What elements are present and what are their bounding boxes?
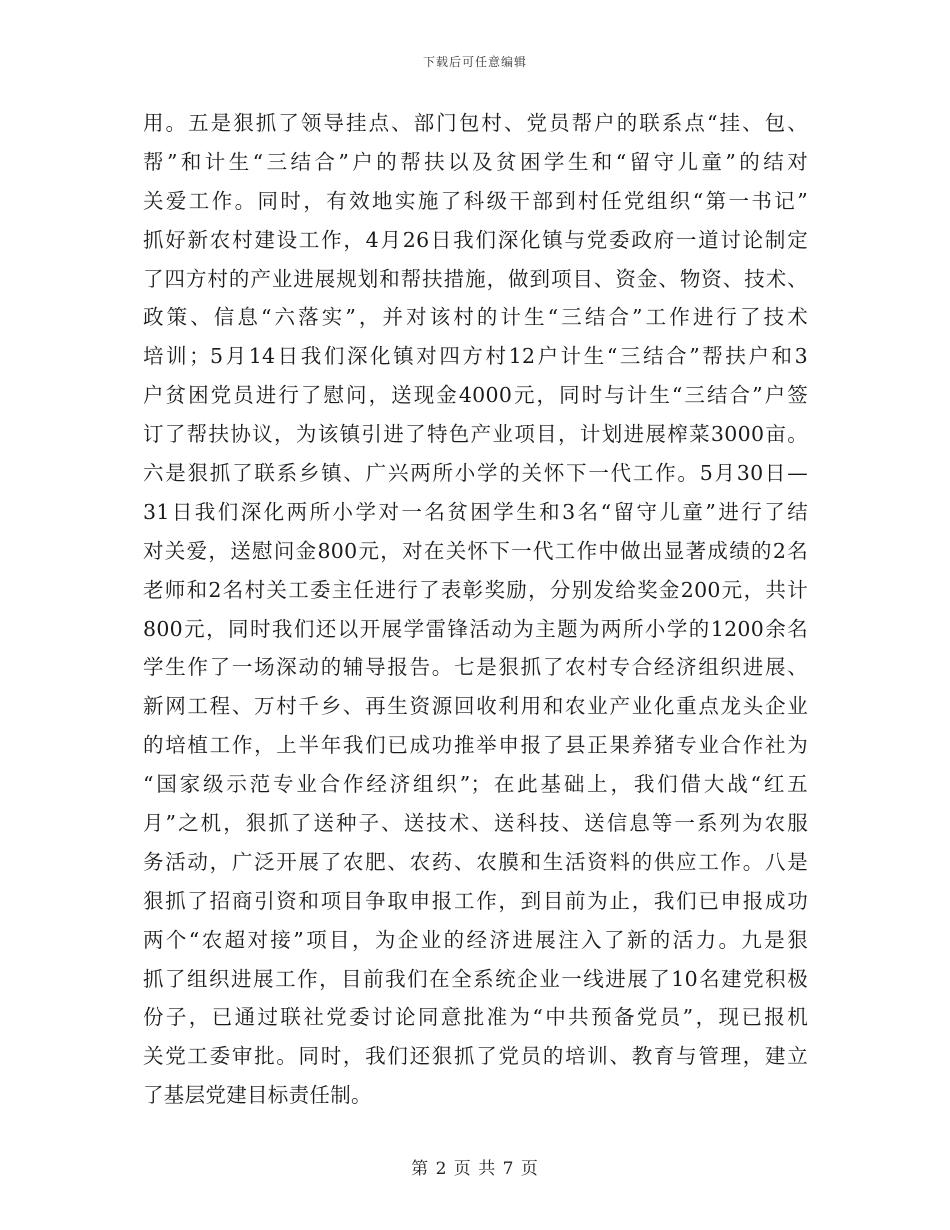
body-line: 关党工委审批。同时，我们还狠抓了党员的培训、教育与管理，建立 [143, 1044, 808, 1069]
body-line: 对关爱，送慰问金800元，对在关怀下一代工作中做出显著成绩的2名 [143, 538, 808, 563]
body-line: 的培植工作，上半年我们已成功推举申报了县正果养猪专业合作社为 [143, 733, 808, 758]
document-body [143, 104, 808, 1115]
body-line: 帮”和计生“三结合”户的帮扶以及贫困学生和“留守儿童”的结对 [143, 149, 808, 174]
body-line: 了基层党建目标责任制。 [143, 1083, 372, 1108]
body-line: 关爱工作。同时，有效地实施了科级干部到村任党组织“第一书记” [143, 188, 808, 213]
body-line: 31日我们深化两所小学对一名贫困学生和3名“留守儿童”进行了结 [143, 499, 808, 524]
body-line: 用。五是狠抓了领导挂点、部门包村、党员帮户的联系点“挂、包、 [143, 111, 808, 135]
body-line: “国家级示范专业合作经济组织”；在此基础上，我们借大战“红五 [143, 772, 808, 797]
body-line: 务活动，广泛开展了农肥、农药、农膜和生活资料的供应工作。八是 [143, 849, 808, 874]
body-line: 月”之机，狠抓了送种子、送技术、送科技、送信息等一系列为农服 [143, 811, 808, 836]
body-line: 了四方村的产业进展规划和帮扶措施，做到项目、资金、物资、技术、 [143, 266, 808, 291]
body-line: 政策、信息“六落实”，并对该村的计生“三结合”工作进行了技术 [143, 305, 808, 330]
body-line: 户贫困党员进行了慰问，送现金4000元，同时与计生“三结合”户签 [143, 383, 808, 408]
body-line: 抓好新农村建设工作，4月26日我们深化镇与党委政府一道讨论制定 [143, 227, 808, 252]
page-header: 下载后可任意编辑 [422, 55, 527, 69]
body-line: 份子，已通过联社党委讨论同意批准为“中共预备党员”，现已报机 [143, 1005, 808, 1030]
body-line: 新网工程、万村千乡、再生资源回收利用和农业产业化重点龙头企业 [143, 694, 808, 719]
body-line: 狠抓了招商引资和项目争取申报工作，到目前为止，我们已申报成功 [143, 888, 808, 913]
body-line: 订了帮扶协议，为该镇引进了特色产业项目，计划进展榨菜3000亩。 [143, 422, 808, 447]
body-line: 培训；5月14日我们深化镇对四方村12户计生“三结合”帮扶户和3 [143, 344, 808, 369]
body-line: 老师和2名村关工委主任进行了表彰奖励，分别发给奖金200元，共计 [143, 577, 808, 602]
body-line: 800元，同时我们还以开展学雷锋活动为主题为两所小学的1200余名 [143, 616, 808, 641]
page-number-footer: 第 2 页 共 7 页 [411, 1159, 539, 1179]
body-line: 六是狠抓了联系乡镇、广兴两所小学的关怀下一代工作。5月30日— [143, 461, 808, 486]
body-line: 抓了组织进展工作，目前我们在全系统企业一线进展了10名建党积极 [143, 966, 808, 991]
body-line: 两个“农超对接”项目，为企业的经济进展注入了新的活力。九是狠 [143, 927, 808, 952]
body-line: 学生作了一场深动的辅导报告。七是狠抓了农村专合经济组织进展、 [143, 655, 808, 680]
